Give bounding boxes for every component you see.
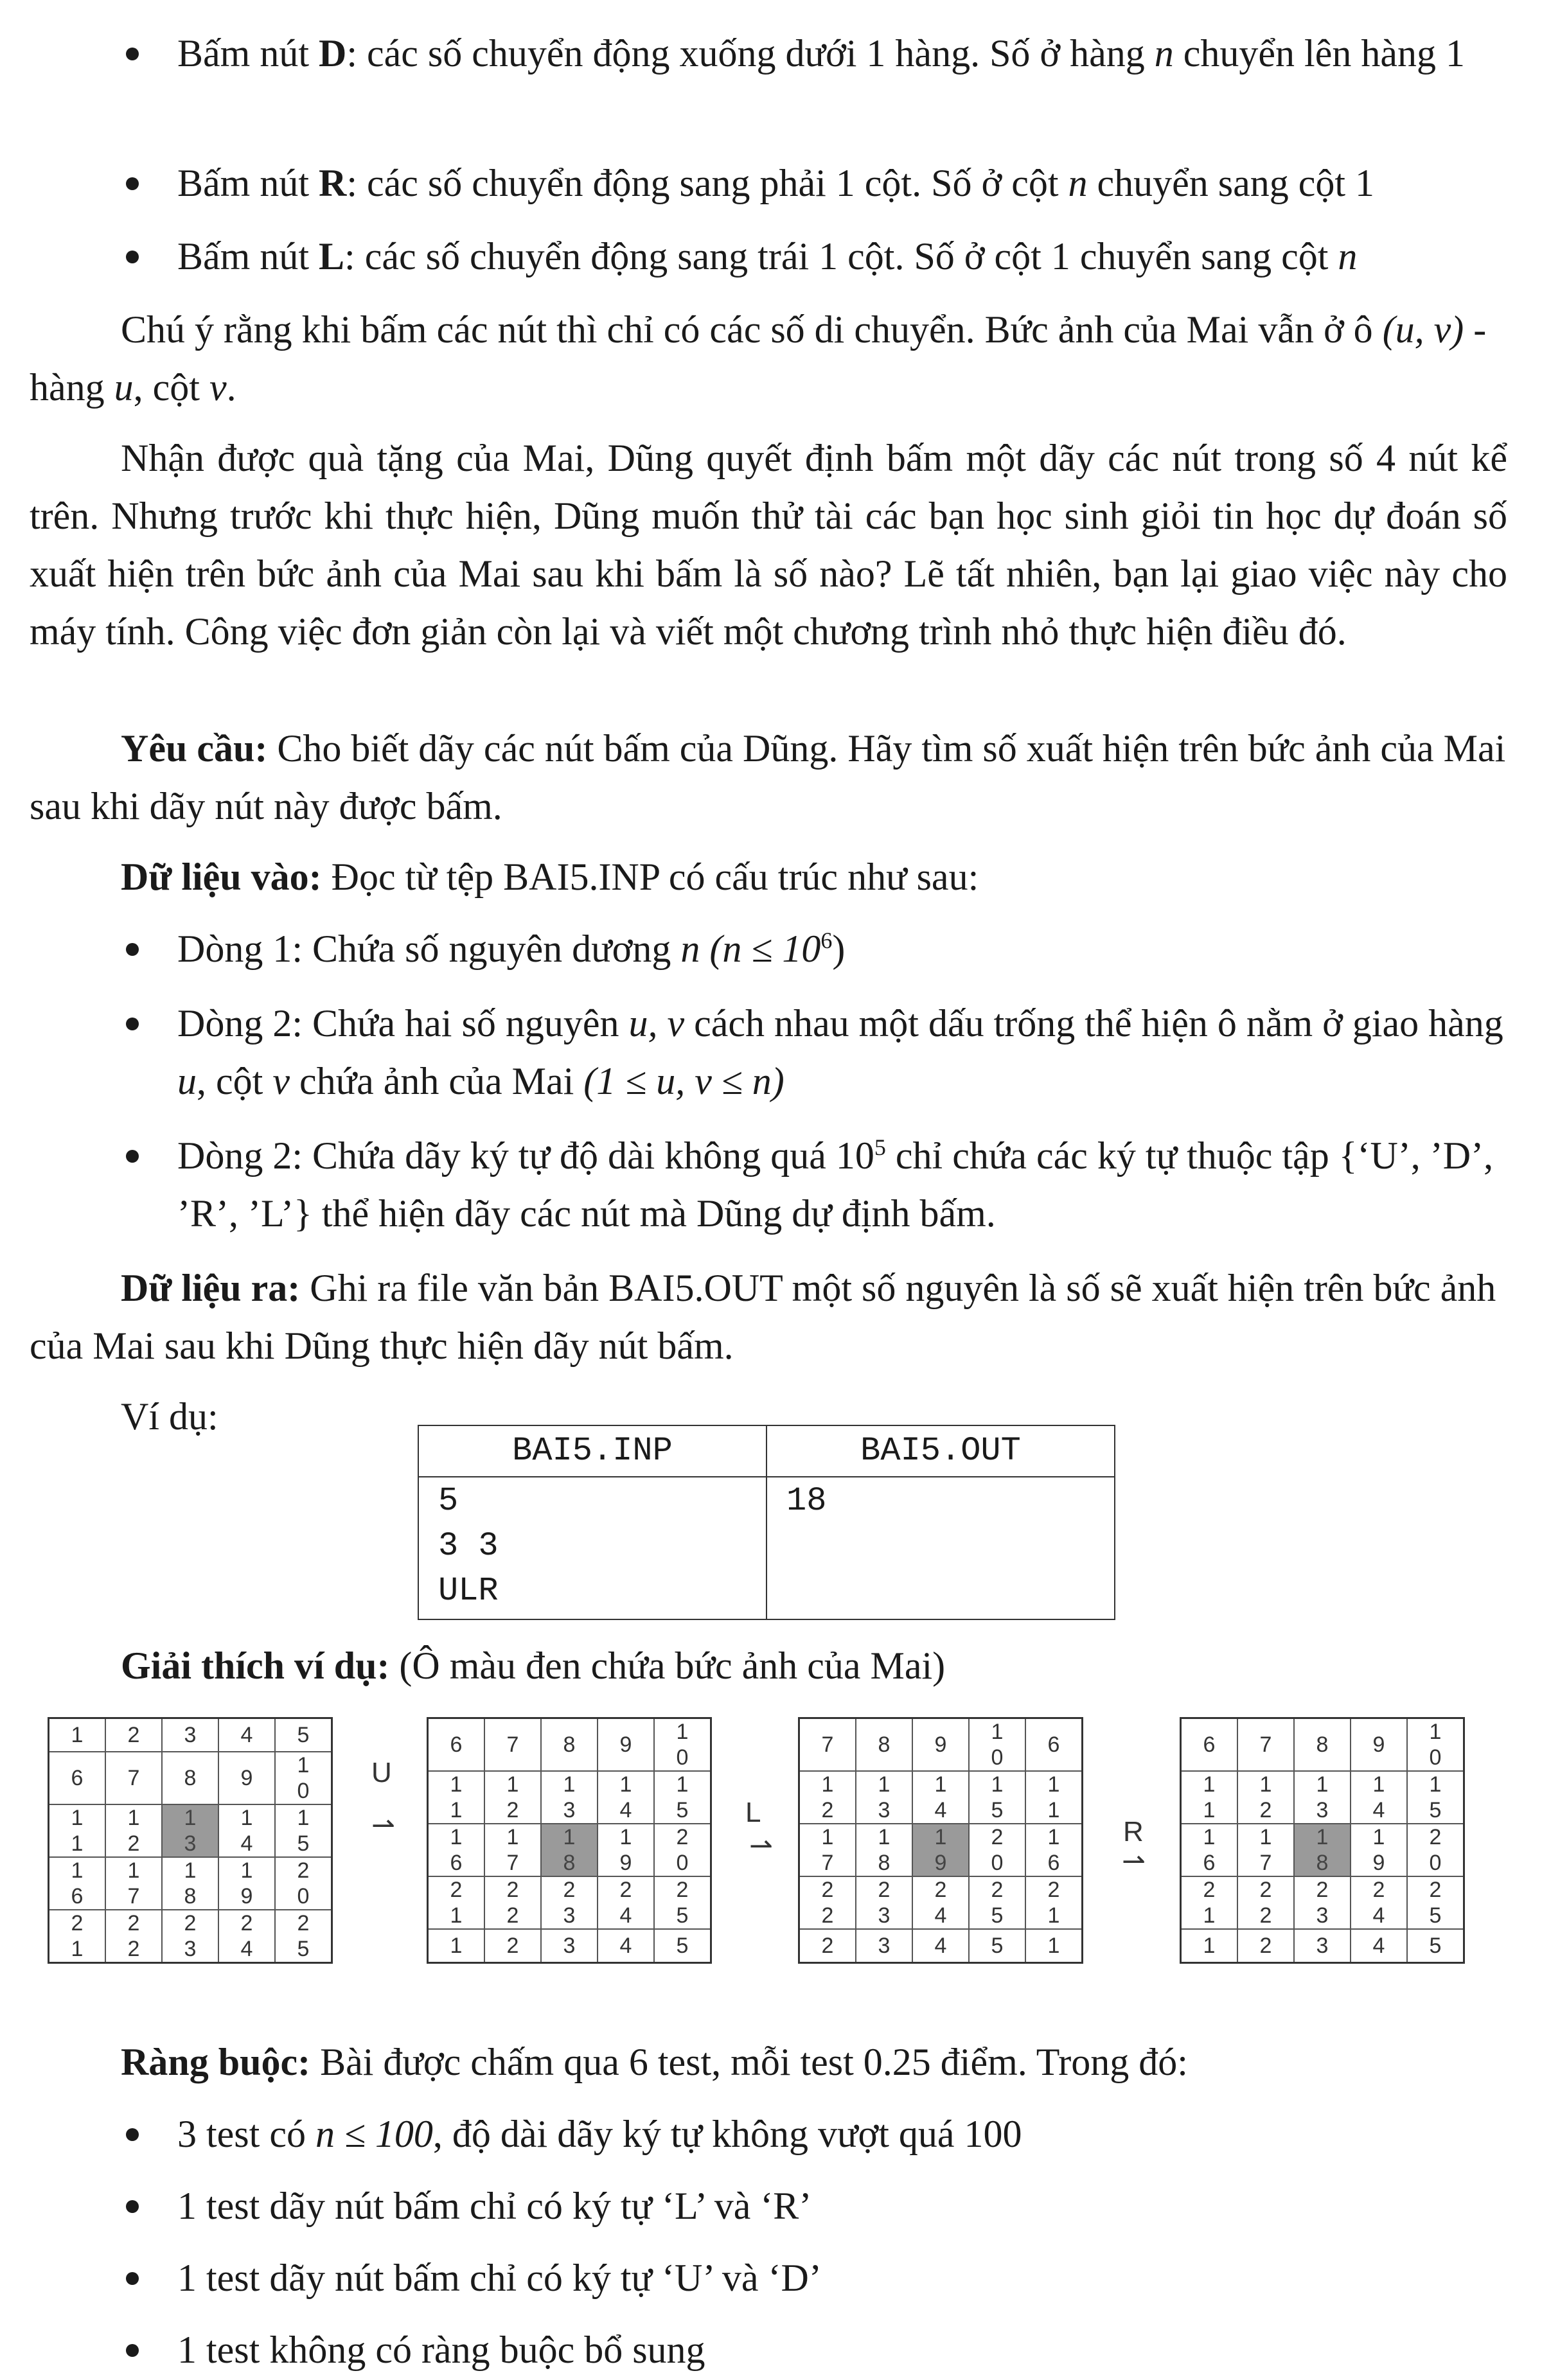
constraints-paragraph: Ràng buộc: Bài được chấm qua 6 test, mỗi test 0.25 điểm. Trong đó: [121,2041,1188,2083]
grid-cell: 5 [1407,1929,1464,1963]
grid-cell: 2 0 [654,1824,711,1876]
grid-cell: 1 3 [1294,1771,1351,1824]
grid-cell: 2 5 [969,1876,1025,1929]
grid-cell: 2 [105,1718,162,1752]
grid-cell: 2 1 [1181,1876,1238,1929]
example-output-cell: 18 [767,1477,1115,1619]
bullet-button-r: Bấm nút R: các số chuyển động sang phải 1 cột. Số ở cột n chuyển sang cột 1 [116,154,1503,212]
grid-cell: 1 6 [49,1857,106,1910]
grid-cell: 7 [484,1718,541,1772]
grid-cell: 2 [1237,1929,1294,1963]
input-line-1: Dòng 1: Chứa số nguyên dương n $(n \le 10^6)$ [116,920,1503,978]
grid-cell: 2 0 [275,1857,332,1910]
grid-cell: 2 1 [1025,1876,1083,1929]
grid-cell: 1 7 [799,1824,856,1876]
grid-cell: 1 6 [1181,1824,1238,1876]
story-paragraph: Nhận được quà tặng của Mai, Dũng quyết định bấm một dãy các nút trong số 4 nút kể trên. Nhưng trước khi thực hiện, Dũng muốn thử tài các bạn học sinh giỏi tin học dự đoán số xuất hiện trên bức ảnh của Mai sau khi bấm là số nào? Lẽ tất nhiên, bạn lại giao việc này cho máy tính. Công việc đơn giản còn lại và viết một chương trình nhỏ thực hiện điều đó. [30,437,1507,653]
arrow-label-l: L [745,1797,761,1828]
photo-cell: 1 9 [912,1824,969,1876]
grid-cell: 2 3 [541,1876,598,1929]
grid-after-u [427,1717,712,1964]
grid-cell: 8 [856,1718,912,1772]
grid-cell: 2 4 [1351,1876,1407,1929]
grid-cell: 2 0 [1407,1824,1464,1876]
grid-cell: 1 6 [428,1824,485,1876]
grid-cell: 3 [162,1718,218,1752]
grid-cell: 1 5 [1407,1771,1464,1824]
photo-cell: 1 8 [541,1824,598,1876]
explain-paragraph: Giải thích ví dụ: (Ô màu đen chứa bức ảnh của Mai) [121,1644,946,1687]
grid-cell: 1 0 [1407,1718,1464,1772]
grid-cell: 6 [1025,1718,1083,1772]
grid-cell: 2 4 [218,1910,275,1963]
example-output-header: BAI5.OUT [767,1425,1115,1477]
grid-cell: 2 2 [1237,1876,1294,1929]
grid-cell: 1 [49,1718,106,1752]
grid-initial [48,1717,333,1964]
grid-cell: 9 [218,1752,275,1804]
input-heading: Dữ liệu vào: Đọc từ tệp BAI5.INP có cấu trúc như sau: [121,856,979,898]
arrow-label-r: R [1123,1816,1144,1847]
grid-cell: 1 1 [1025,1771,1083,1824]
grid-cell: 9 [912,1718,969,1772]
grid-cell: 1 5 [969,1771,1025,1824]
grid-cell: 1 9 [598,1824,654,1876]
grid-cell: 2 3 [856,1876,912,1929]
output-paragraph: Dữ liệu ra: Ghi ra file văn bản BAI5.OUT một số nguyên là số sẽ xuất hiện trên bức ảnh của Mai sau khi Dũng thực hiện dãy nút bấm. [30,1267,1496,1367]
grid-cell: 2 2 [799,1876,856,1929]
grid-cell: 1 6 [1025,1824,1083,1876]
grid-cell: 3 [856,1929,912,1963]
grid-cell: 1 0 [969,1718,1025,1772]
grid-cell: 4 [1351,1929,1407,1963]
grid-cell: 1 [1025,1929,1083,1963]
grid-cell: 4 [598,1929,654,1963]
grid-cell: 6 [49,1752,106,1804]
grid-cell: 5 [969,1929,1025,1963]
constraint-item: 1 test dãy nút bấm chỉ có ký tự ‘U’ và ‘D’ [116,2249,1503,2307]
grid-cell: 2 3 [1294,1876,1351,1929]
grid-cell: 1 2 [1237,1771,1294,1824]
grid-cell: 1 5 [275,1804,332,1857]
grid-cell: 1 9 [218,1857,275,1910]
arrow-icon: ⇀ [371,1810,395,1841]
grid-cell: 1 3 [541,1771,598,1824]
photo-cell: 1 8 [1294,1824,1351,1876]
arrow-label-u: U [371,1757,392,1788]
grid-cell: 1 8 [162,1857,218,1910]
grid-cell: 2 2 [105,1910,162,1963]
grid-cell: 1 1 [49,1804,106,1857]
input-line-2: Dòng 2: Chứa hai số nguyên u, v cách nhau một dấu trống thể hiện ô nằm ở giao hàng u, cột v chứa ảnh của Mai (1 ≤ u, v ≤ n) [116,994,1503,1110]
grid-after-r [1180,1717,1465,1964]
grid-cell: 5 [275,1718,332,1752]
grid-cell: 2 [799,1929,856,1963]
grid-cell: 8 [1294,1718,1351,1772]
grid-cell: 9 [598,1718,654,1772]
photo-cell: 1 3 [162,1804,218,1857]
grid-after-l [798,1717,1083,1964]
grid-cell: 6 [428,1718,485,1772]
input-line-3: Dòng 2: Chứa dãy ký tự độ dài không quá $10^5$ chỉ chứa các ký tự thuộc tập {‘U’, ’D’, ’R’, ’L’} thể hiện dãy các nút mà Dũng dự định bấm. [116,1127,1503,1242]
grid-cell: 7 [105,1752,162,1804]
grid-cell: 2 0 [969,1824,1025,1876]
grid-cell: 1 4 [598,1771,654,1824]
grid-cell: 1 2 [799,1771,856,1824]
constraint-item: 1 test dãy nút bấm chỉ có ký tự ‘L’ và ‘R’ [116,2177,1503,2235]
request-paragraph: Yêu cầu: Cho biết dãy các nút bấm của Dũng. Hãy tìm số xuất hiện trên bức ảnh của Mai sau khi dãy nút này được bấm. [30,727,1506,827]
example-input-cell: 5 3 3 ULR [418,1477,767,1619]
grid-cell: 8 [162,1752,218,1804]
grid-cell: 2 3 [162,1910,218,1963]
grid-cell: 1 5 [654,1771,711,1824]
grid-cell: 6 [1181,1718,1238,1772]
arrow-icon: ⇀ [749,1830,773,1862]
grid-cell: 2 2 [484,1876,541,1929]
grid-cell: 9 [1351,1718,1407,1772]
example-label: Ví dụ: [121,1395,218,1438]
grid-cell: 1 4 [912,1771,969,1824]
grid-cell: 2 [484,1929,541,1963]
grid-cell: 2 5 [654,1876,711,1929]
grid-cell: 2 5 [275,1910,332,1963]
grid-cell: 1 [428,1929,485,1963]
grid-cell: 1 4 [1351,1771,1407,1824]
grid-cell: 5 [654,1929,711,1963]
grid-cell: 7 [799,1718,856,1772]
grid-cell: 4 [912,1929,969,1963]
constraint-item: 1 test không có ràng buộc bổ sung [116,2321,1503,2379]
arrow-icon: ⇀ [1122,1846,1146,1877]
grid-cell: 2 4 [598,1876,654,1929]
grid-cell: 1 1 [428,1771,485,1824]
grid-cell: 1 1 [1181,1771,1238,1824]
grid-cell: 1 2 [484,1771,541,1824]
grid-cell: 7 [1237,1718,1294,1772]
grid-cell: 1 3 [856,1771,912,1824]
grid-cell: 2 5 [1407,1876,1464,1929]
grid-cell: 1 [1181,1929,1238,1963]
grid-cell: 4 [218,1718,275,1752]
grid-cell: 1 4 [218,1804,275,1857]
grid-cell: 1 0 [275,1752,332,1804]
grid-cell: 1 8 [856,1824,912,1876]
grid-cell: 1 7 [1237,1824,1294,1876]
bullet-button-l: Bấm nút L: các số chuyển động sang trái 1 cột. Số ở cột 1 chuyển sang cột n [116,227,1503,285]
grid-cell: 2 1 [428,1876,485,1929]
note-paragraph: Chú ý rằng khi bấm các nút thì chỉ có các số di chuyển. Bức ảnh của Mai vẫn ở ô (u, v) - hàng u, cột v. [30,308,1487,409]
grid-cell: 1 7 [105,1857,162,1910]
example-table [418,1425,1115,1620]
grid-cell: 2 4 [912,1876,969,1929]
grid-cell: 3 [1294,1929,1351,1963]
constraint-item: 3 test có n ≤ 100, độ dài dãy ký tự không vượt quá 100 [116,2105,1503,2163]
grid-cell: 3 [541,1929,598,1963]
grid-cell: 1 0 [654,1718,711,1772]
grid-cell: 2 1 [49,1910,106,1963]
grid-cell: 1 7 [484,1824,541,1876]
bullet-button-d: Bấm nút D: các số chuyển động xuống dưới 1 hàng. Số ở hàng n chuyển lên hàng 1 [116,24,1503,82]
example-input-header: BAI5.INP [418,1425,767,1477]
grid-cell: 1 9 [1351,1824,1407,1876]
grid-cell: 8 [541,1718,598,1772]
grid-cell: 1 2 [105,1804,162,1857]
